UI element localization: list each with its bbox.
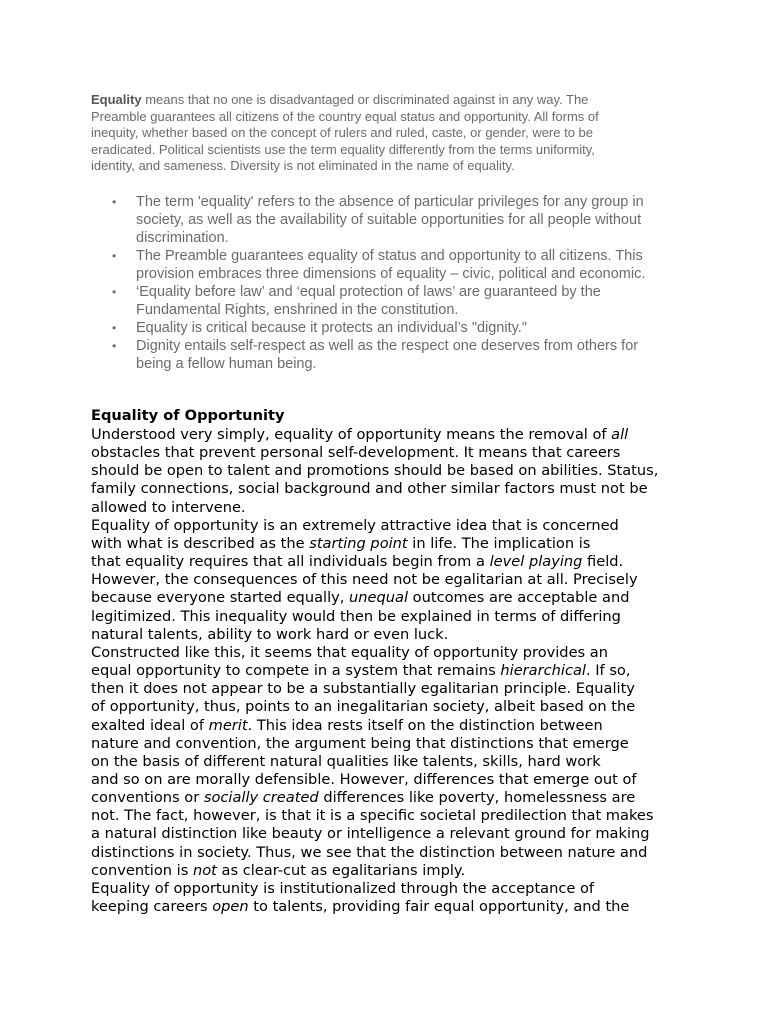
body-paragraph: Constructed like this, it seems that equality of opportunity provides an equal opportunity to compete in a system that remains hierarchical. If so, then it does not appear to be a substantially egalitarian principle. Equality of opportunity, thus, points to an inegalitarian society, albeit based on the exalted ideal of merit. This idea rests itself on the distinction between nature and convention, the argument being that distinctions that emerge on the basis of different natural qualities like talents, skills, hard work and so on are morally defensible. However, differences that emerge out of conventions or socially created differences like poverty, homelessness are not. The fact, however, is that it is a specific societal predilection that makes a natural distinction like beauty or intelligence a relevant ground for making distinctions in society. Thus, we see that the distinction between nature and convention is not as clear-cut as egalitarians imply.: [91, 643, 654, 879]
intro-line: identity, and sameness. Diversity is not eliminated in the name of equality.: [91, 158, 515, 173]
list-item: • ‘Equality before law’ and ‘equal protection of laws’ are guaranteed by the Fundamental Rights, enshrined in the constitution.: [112, 284, 601, 318]
intro-paragraph: [91, 92, 651, 175]
bullet-icon: •: [112, 249, 117, 263]
bullet-icon: •: [112, 285, 117, 299]
intro-bold-term: Equality: [91, 92, 142, 107]
body-paragraph: Equality of opportunity is institutionalized through the acceptance of keeping careers open to talents, providing fair equal opportunity, and the: [91, 879, 630, 916]
section-heading: Equality of Opportunity: [91, 407, 285, 424]
body-paragraph: Understood very simply, equality of opportunity means the removal of all obstacles that prevent personal self-development. It means that careers should be open to talent and promotions should be based on abilities. Status, family connections, social background and other similar factors must not be allowed to intervene.: [91, 426, 659, 516]
body-paragraph: Equality of opportunity is an extremely attractive idea that is concerned with what is described as the starting point in life. The implication is that equality requires that all individuals begin from a level playing field. However, the consequences of this need not be egalitarian at all. Precisely because everyone started equally, unequal outcomes are acceptable and legitimized. This inequality would then be explained in terms of differing natural talents, ability to work hard or even luck.: [91, 516, 638, 643]
intro-line: Preamble guarantees all citizens of the country equal status and opportunity. All forms of: [91, 108, 599, 124]
bullet-list: [108, 193, 683, 373]
list-item: • Dignity entails self-respect as well as the respect one deserves from others for being a fellow human being.: [112, 338, 639, 372]
bullet-icon: •: [112, 195, 117, 209]
list-item: • Equality is critical because it protects an individual’s "dignity.": [112, 320, 527, 336]
intro-line: means that no one is disadvantaged or discriminated against in any way. The: [141, 92, 589, 107]
bullet-icon: •: [112, 339, 117, 353]
list-item: • The term 'equality' refers to the absence of particular privileges for any group in society, as well as the availability of suitable opportunities for all people without discrimination.: [112, 194, 644, 246]
intro-line: eradicated. Political scientists use the term equality differently from the terms uniformity,: [91, 141, 595, 157]
intro-line: inequity, whether based on the concept of rulers and ruled, caste, or gender, were to be: [91, 125, 594, 140]
bullet-icon: •: [112, 321, 117, 335]
list-item: • The Preamble guarantees equality of status and opportunity to all citizens. This provision embraces three dimensions of equality – civic, political and economic.: [112, 248, 646, 282]
opportunity-section: [91, 406, 691, 916]
